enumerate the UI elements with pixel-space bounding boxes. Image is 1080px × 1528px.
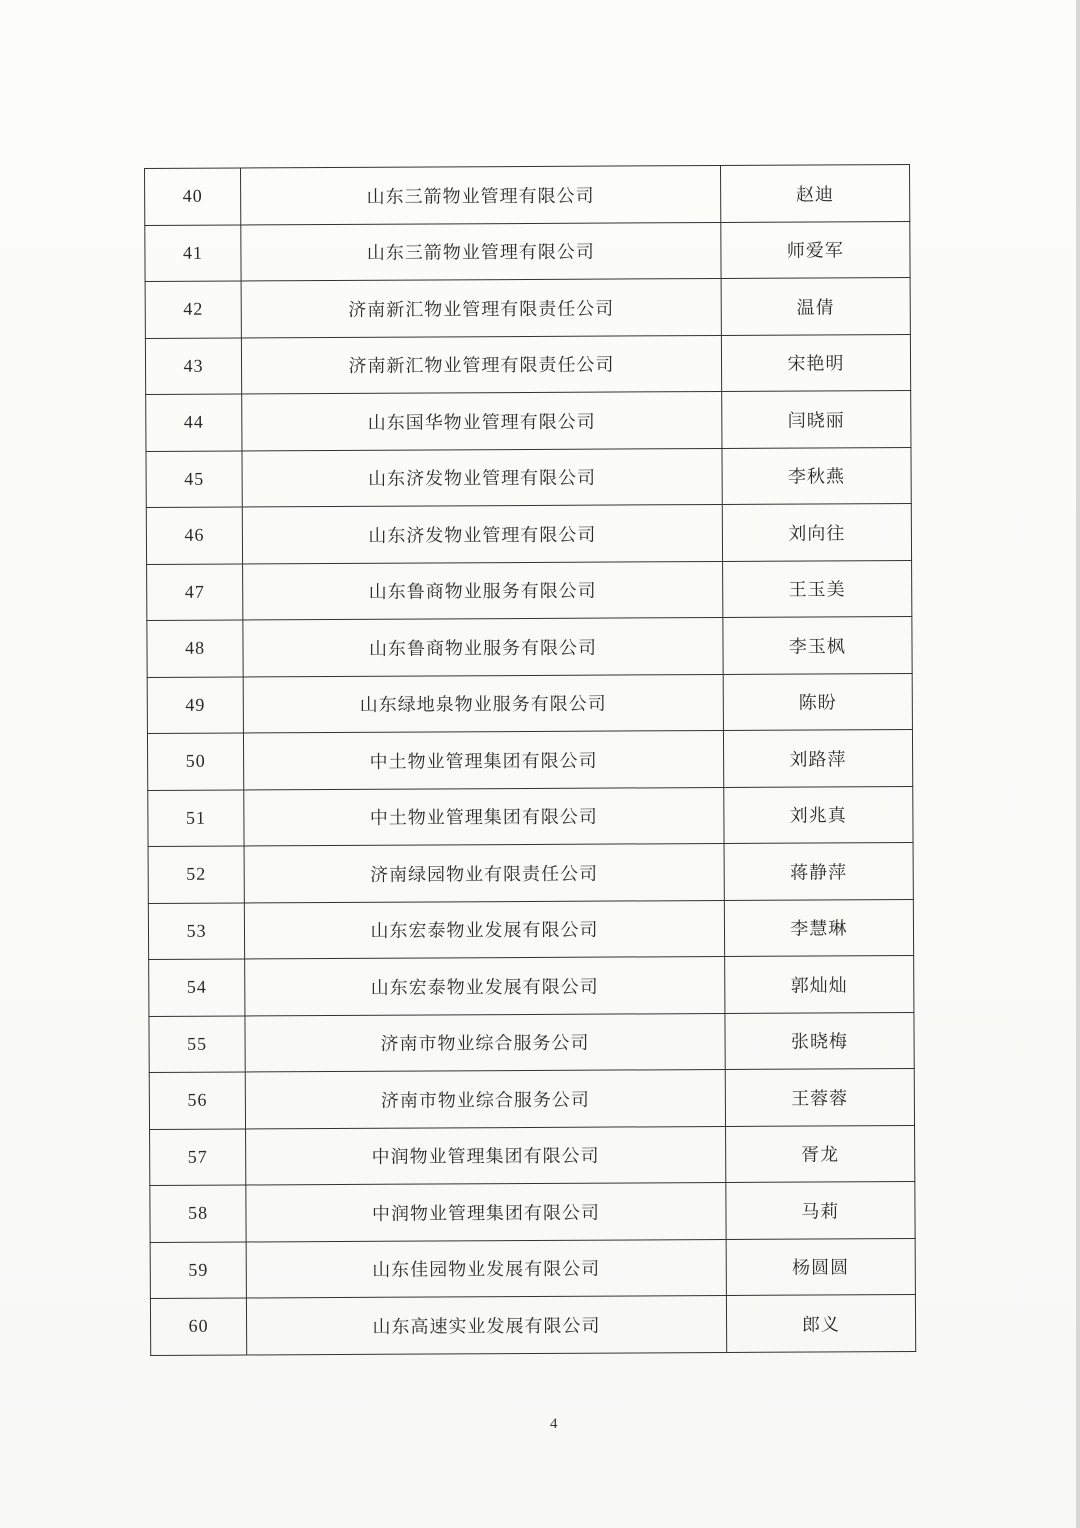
company-name: 济南市物业综合服务公司 — [245, 1069, 725, 1128]
row-number: 54 — [149, 959, 245, 1016]
person-name: 师爱军 — [721, 221, 911, 278]
company-name: 济南绿园物业有限责任公司 — [244, 843, 724, 902]
row-number: 59 — [150, 1241, 246, 1298]
company-name: 济南新汇物业管理有限责任公司 — [242, 335, 722, 394]
row-number: 45 — [146, 450, 242, 507]
table-row — [150, 1238, 915, 1299]
person-name: 马莉 — [726, 1181, 916, 1238]
row-number: 53 — [148, 902, 244, 959]
row-number: 41 — [145, 224, 241, 281]
row-number: 55 — [149, 1015, 245, 1072]
person-name: 温倩 — [721, 277, 911, 334]
person-name: 郭灿灿 — [724, 955, 914, 1012]
company-name: 山东济发物业管理有限公司 — [242, 448, 722, 507]
person-name: 刘向往 — [722, 503, 912, 560]
row-number: 49 — [147, 676, 243, 733]
table-row — [147, 729, 912, 790]
company-name: 山东高速实业发展有限公司 — [247, 1295, 727, 1354]
row-number: 52 — [148, 846, 244, 903]
company-name: 济南新汇物业管理有限责任公司 — [241, 278, 721, 337]
table-row — [150, 1294, 915, 1355]
row-number: 51 — [148, 789, 244, 846]
roster-table — [144, 164, 916, 1355]
table-row — [150, 1125, 915, 1186]
row-number: 40 — [145, 168, 241, 225]
company-name: 济南市物业综合服务公司 — [245, 1013, 725, 1072]
company-name: 山东济发物业管理有限公司 — [242, 504, 722, 563]
person-name: 杨圆圆 — [726, 1238, 916, 1295]
company-name: 山东三箭物业管理有限公司 — [241, 222, 721, 281]
row-number: 60 — [150, 1298, 246, 1355]
person-name: 李玉枫 — [723, 616, 913, 673]
row-number: 57 — [150, 1128, 246, 1185]
company-name: 中土物业管理集团有限公司 — [244, 730, 724, 789]
company-name: 山东三箭物业管理有限公司 — [241, 165, 721, 224]
table-row — [146, 447, 911, 508]
table-row — [146, 503, 911, 564]
table-row — [147, 560, 912, 621]
person-name: 刘路萍 — [723, 729, 913, 786]
company-name: 中润物业管理集团有限公司 — [246, 1182, 726, 1241]
person-name: 闫晓丽 — [721, 390, 911, 447]
table-row — [148, 786, 913, 847]
table-row — [149, 1012, 914, 1073]
row-number: 43 — [145, 337, 241, 394]
company-name: 山东鲁商物业服务有限公司 — [243, 561, 723, 620]
table-row — [145, 164, 910, 225]
row-number: 56 — [149, 1072, 245, 1129]
table-row — [149, 955, 914, 1016]
person-name: 王蓉蓉 — [725, 1068, 915, 1125]
person-name: 陈盼 — [723, 673, 913, 730]
company-name: 中润物业管理集团有限公司 — [246, 1126, 726, 1185]
table-row — [148, 842, 913, 903]
company-name: 山东佳园物业发展有限公司 — [246, 1239, 726, 1298]
person-name: 蒋静萍 — [724, 842, 914, 899]
row-number: 58 — [150, 1185, 246, 1242]
table-row — [145, 334, 910, 395]
person-name: 王玉美 — [722, 560, 912, 617]
page-number: 4 — [550, 1416, 558, 1432]
company-name: 山东宏泰物业发展有限公司 — [244, 900, 724, 959]
company-name: 山东国华物业管理有限公司 — [242, 391, 722, 450]
roster-table-body — [145, 164, 916, 1354]
company-name: 山东宏泰物业发展有限公司 — [245, 956, 725, 1015]
person-name: 胥龙 — [725, 1125, 915, 1182]
person-name: 李秋燕 — [722, 447, 912, 504]
person-name: 张晓梅 — [725, 1012, 915, 1069]
company-name: 山东绿地泉物业服务有限公司 — [243, 674, 723, 733]
row-number: 50 — [147, 733, 243, 790]
table-row — [147, 673, 912, 734]
company-name: 中土物业管理集团有限公司 — [244, 787, 724, 846]
person-name: 赵迪 — [720, 164, 910, 221]
table-row — [146, 390, 911, 451]
table-row — [145, 221, 910, 282]
row-number: 42 — [145, 281, 241, 338]
table-row — [148, 899, 913, 960]
table-row — [147, 616, 912, 677]
scan-edge — [1076, 0, 1080, 1528]
person-name: 郎义 — [726, 1294, 916, 1351]
company-name: 山东鲁商物业服务有限公司 — [243, 617, 723, 676]
row-number: 48 — [147, 620, 243, 677]
row-number: 44 — [146, 394, 242, 451]
row-number: 47 — [147, 563, 243, 620]
table-row — [149, 1068, 914, 1129]
person-name: 刘兆真 — [723, 786, 913, 843]
table-row — [145, 277, 910, 338]
row-number: 46 — [146, 507, 242, 564]
person-name: 宋艳明 — [721, 334, 911, 391]
person-name: 李慧琳 — [724, 899, 914, 956]
table-row — [150, 1181, 915, 1242]
